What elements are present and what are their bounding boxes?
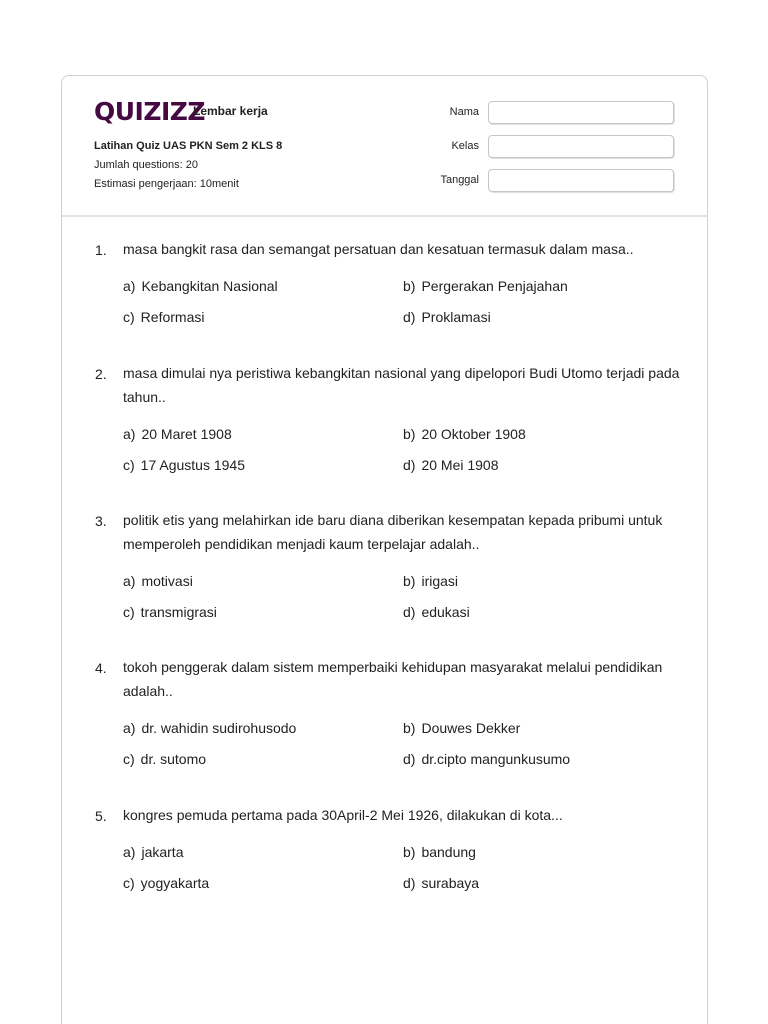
option-grid <box>123 718 685 770</box>
sheet-type-label: Lembar kerja <box>193 104 268 118</box>
question-number: 3. <box>95 513 107 529</box>
option-d[interactable]: d) surabaya <box>403 875 480 891</box>
quizizz-logo <box>94 96 205 126</box>
question-item <box>95 513 685 623</box>
worksheet <box>61 75 708 1024</box>
option-c[interactable]: c) 17 Agustus 1945 <box>123 457 245 473</box>
estimated-time: Estimasi pengerjaan: 10menit <box>94 178 239 190</box>
option-a[interactable]: a) dr. wahidin sudirohusodo <box>123 720 297 736</box>
question-text: tokoh penggerak dalam sistem memperbaiki kehidupan masyarakat melalui pendidikan adalah.. <box>123 659 663 699</box>
option-b[interactable]: b) Douwes Dekker <box>403 720 521 736</box>
question-number: 4. <box>95 660 107 676</box>
option-a[interactable]: a) motivasi <box>123 573 193 589</box>
option-c[interactable]: c) yogyakarta <box>123 875 210 891</box>
question-item <box>95 366 685 476</box>
option-a[interactable]: a) 20 Maret 1908 <box>123 426 232 442</box>
option-grid <box>123 424 685 476</box>
question-text: masa bangkit rasa dan semangat persatuan dan kesatuan termasuk dalam masa.. <box>123 241 634 257</box>
logo-wordmark: QUIZIZZ <box>94 96 206 126</box>
question-number: 1. <box>95 242 107 258</box>
class-field[interactable] <box>488 135 674 158</box>
option-grid <box>123 842 685 894</box>
option-grid <box>123 276 685 328</box>
name-label: Nama <box>449 106 479 118</box>
question-item <box>95 242 685 328</box>
question-text: kongres pemuda pertama pada 30April-2 Mei 1926, dilakukan di kota... <box>123 807 563 823</box>
question-text: masa dimulai nya peristiwa kebangkitan nasional yang dipelopori Budi Utomo terjadi pada tahun.. <box>123 365 680 405</box>
name-field[interactable] <box>488 101 674 124</box>
question-item <box>95 660 685 770</box>
option-b[interactable]: b) Pergerakan Penjajahan <box>403 278 568 294</box>
worksheet-header <box>62 76 707 217</box>
option-a[interactable]: a) Kebangkitan Nasional <box>123 278 278 294</box>
quiz-title: Latihan Quiz UAS PKN Sem 2 KLS 8 <box>94 140 283 152</box>
option-b[interactable]: b) 20 Oktober 1908 <box>403 426 526 442</box>
question-text: politik etis yang melahirkan ide baru diana diberikan kesempatan kepada pribumi untuk memperoleh pendidikan menjadi kaum terpelajar adalah.. <box>123 512 663 552</box>
date-label: Tanggal <box>440 174 479 186</box>
option-b[interactable]: b) irigasi <box>403 573 459 589</box>
question-number: 5. <box>95 808 107 824</box>
option-d[interactable]: d) 20 Mei 1908 <box>403 457 499 473</box>
question-number: 2. <box>95 366 107 382</box>
option-d[interactable]: d) edukasi <box>403 604 470 620</box>
class-label: Kelas <box>451 140 479 152</box>
option-c[interactable]: c) dr. sutomo <box>123 751 207 767</box>
date-field[interactable] <box>488 169 674 192</box>
question-count: Jumlah questions: 20 <box>94 159 198 171</box>
option-grid <box>123 571 685 623</box>
option-c[interactable]: c) Reformasi <box>123 309 205 325</box>
option-b[interactable]: b) bandung <box>403 844 476 860</box>
option-d[interactable]: d) dr.cipto mangunkusumo <box>403 751 571 767</box>
option-c[interactable]: c) transmigrasi <box>123 604 217 620</box>
option-d[interactable]: d) Proklamasi <box>403 309 491 325</box>
option-a[interactable]: a) jakarta <box>123 844 184 860</box>
question-item <box>95 808 685 894</box>
